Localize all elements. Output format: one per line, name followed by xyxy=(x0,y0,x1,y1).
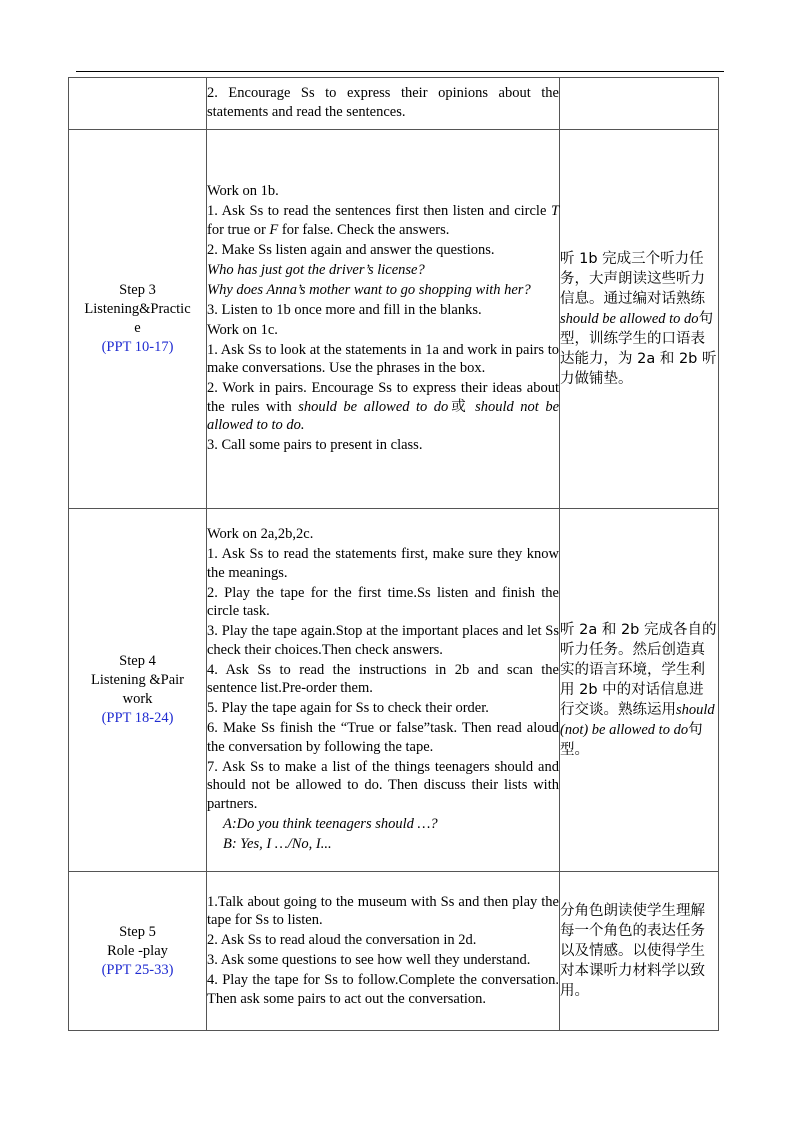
dialogue-line: B: Yes, I …/No, I... xyxy=(223,835,332,852)
purpose-text: 句型。 xyxy=(560,722,703,758)
procedure-line: 2. Encourage Ss to express their opinions about the statements and read the sentences. xyxy=(207,85,559,120)
purpose-cell xyxy=(560,509,719,872)
procedure-line: 1. Ask Ss to read the statements first, make sure they know the meanings. xyxy=(207,546,559,581)
procedure-line: 5. Play the tape again for Ss to check their order. xyxy=(207,700,489,717)
procedure-cell xyxy=(207,78,560,130)
step-cell xyxy=(69,872,207,1031)
step-title: Step 5 xyxy=(119,923,156,940)
question-line: Why does Anna’s mother want to go shopping with her? xyxy=(207,281,531,298)
step-cell xyxy=(69,509,207,872)
header-rule xyxy=(76,71,724,72)
step-title: Step 4 xyxy=(119,653,156,669)
purpose-text: 听 2a 和 2b 完成各自的听力任务。然后创造真实的语言环境，学生利用 2b 中的对话信息进行交谈。熟练运用 xyxy=(560,622,717,718)
step-cell xyxy=(69,78,207,130)
procedure-line: 2. Make Ss listen again and answer the questions. xyxy=(207,241,495,258)
procedure-line: 7. Ask Ss to make a list of the things teenagers should and should not be allowed to do. Then discuss their lists with partners. xyxy=(207,758,559,812)
procedure-cell xyxy=(207,509,560,872)
purpose-text: 分角色朗读使学生理解每一个角色的表达任务以及情感。以使得学生对本课听力材料学以致用。 xyxy=(560,903,705,999)
procedure-line: Work on 1b. xyxy=(207,183,279,199)
procedure-cell xyxy=(207,130,560,509)
procedure-line: 6. Make Ss finish the “True or false”task. Then read aloud the conversation by following the tape. xyxy=(207,720,559,755)
purpose-cell xyxy=(560,78,719,130)
ppt-range: (PPT 18-24) xyxy=(101,710,174,726)
procedure-cell xyxy=(207,872,560,1031)
table-row xyxy=(69,130,719,509)
step-cell xyxy=(69,130,207,509)
step-name: Listening &Pair xyxy=(90,672,185,688)
step-name-cont: work xyxy=(122,691,153,707)
dialogue-line: A:Do you think teenagers should …? xyxy=(223,815,438,832)
procedure-line: 2. Work in pairs. Encourage Ss to express their ideas about the rules with should be allowed to do或 should not be allowed to to do. xyxy=(207,380,560,433)
table-row xyxy=(69,509,719,872)
table-row xyxy=(69,872,719,1031)
step-name: Listening&Practic xyxy=(84,301,191,317)
procedure-line: 1.Talk about going to the museum with Ss and then play the tape for Ss to listen. xyxy=(207,893,559,928)
step-name-cont: e xyxy=(134,320,141,336)
procedure-line: 1. Ask Ss to read the sentences first then listen and circle T for true or F for false. Check the answers. xyxy=(207,203,560,238)
ppt-range: (PPT 25-33) xyxy=(101,961,174,978)
step-title: Step 3 xyxy=(119,282,156,298)
procedure-line: 4. Play the tape for Ss to follow.Complete the conversation. Then ask some pairs to act out the conversation. xyxy=(207,972,559,1007)
procedure-line: 3. Listen to 1b once more and fill in the blanks. xyxy=(207,301,482,318)
procedure-line: Work on 1c. xyxy=(207,321,278,338)
procedure-line: 3. Ask some questions to see how well they understand. xyxy=(207,952,531,968)
procedure-line: 3. Call some pairs to present in class. xyxy=(207,437,423,453)
procedure-line: 2. Ask Ss to read aloud the conversation in 2d. xyxy=(207,932,477,948)
purpose-pattern: should (not) be allowed to do xyxy=(560,702,715,738)
table-row xyxy=(69,78,719,130)
lesson-plan-table xyxy=(68,77,719,1031)
procedure-line: 1. Ask Ss to look at the statements in 1a and work in pairs to make conversations. Use the phrases in the box. xyxy=(207,341,559,376)
question-line: Who has just got the driver’s license? xyxy=(207,261,425,278)
purpose-pattern: should be allowed to do xyxy=(560,311,699,327)
purpose-text: 句型，训练学生的口语表达能力，为 2a 和 2b 听力做铺垫。 xyxy=(560,311,717,387)
purpose-cell xyxy=(560,872,719,1031)
procedure-line: 4. Ask Ss to read the instructions in 2b and scan the sentence list.Pre-order them. xyxy=(207,661,559,697)
purpose-text: 听 1b 完成三个听力任务，大声朗读这些听力信息。通过编对话熟练 xyxy=(560,251,705,307)
procedure-line: Work on 2a,2b,2c. xyxy=(207,526,314,543)
procedure-line: 3. Play the tape again.Stop at the important places and let Ss check their choices.Then check answers. xyxy=(207,623,559,658)
procedure-line: 2. Play the tape for the first time.Ss listen and finish the circle task. xyxy=(207,584,559,620)
purpose-cell xyxy=(560,130,719,509)
ppt-range: (PPT 10-17) xyxy=(101,339,174,355)
step-name: Role -play xyxy=(107,942,168,959)
